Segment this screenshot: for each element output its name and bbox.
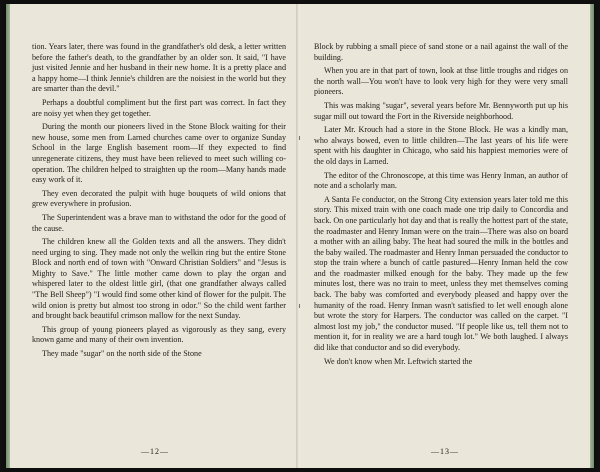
page-number-right: —13—: [431, 447, 459, 456]
paragraph: They even decorated the pulpit with huge bouquets of wild onions that grew everywhere in profusion.: [32, 188, 286, 209]
paragraph: Block by rubbing a small piece of sand stone or a nail against the wall of the building.: [314, 42, 568, 62]
open-booklet: [6, 4, 594, 468]
paragraph: The children knew all the Golden texts and all the answers. They didn't need urging to sing. They made not only the welkin ring but the entire Stone Block and north end of town with "Onward Christian Soldiers" and "Jesus is Mighty to Save." The little mother came down to play the organ and whispered later to the oldest little girl, (that one grandfather always called "The Bell Sheep") "I would find some other kind of flower for the pulpit. The wild onion is pretty but almost too strong in odor." So the child went farther and brought back beautiful crimson mallow for the next Sunday.: [32, 237, 286, 321]
paragraph: tion. Years later, there was found in the grandfather's old desk, a letter written before the father's death, to the grandfather by an older son. It said, "I have just visited Jennie and her husband in their new home. It is a pretty place and a happy home—I think Jennie's children are the noisiest in the world but they are smarter than the devil.": [32, 42, 286, 94]
paragraph: Later Mr. Krouch had a store in the Stone Block. He was a kindly man, who always bowed, even to little children—The last years of his life were spent with his daughter in Chicago, who said his happiest memories were of the old days in Larned.: [314, 125, 568, 166]
paragraph: The Superintendent was a brave man to withstand the odor for the good of the cause.: [32, 212, 286, 233]
paragraph: A Santa Fe conductor, on the Strong City extension years later told me this story. This mixed train with one coach made one trip daily to Concordia and back. On one particularly hot day and that is really the hottest part of the state, the roadmaster and Henry Inman were on the train—There was also on board a mother with an ailing baby. The heat had soured the milk in the bottles and the baby wailed. The roadmaster and Henry Inman persuaded the conductor to stop the train where a bunch of cattle pastured—Henry Inman held the cow and the roadmaster milked enough for the baby. They made up the few minutes lost, there was no train to meet, unless they met themselves coming back. The baby was comforted and everybody pleased and happy over the humanity of the road. Henry Inman wasn't satisfied to let well enough alone but wrote the story for Harpers. The conductor was called on the carpet. "I almost lost my job," the conductor mused. "If people like us, tell them not to mention it, for in reality we are a hard tough lot." We both laughed. I always did like that conductor and so did everybody.: [314, 194, 568, 353]
paragraph: They made "sugar" on the north side of the Stone: [42, 349, 202, 359]
paragraph: The editor of the Chronoscope, at this time was Henry Inman, an author of note and a scholarly man.: [314, 170, 568, 191]
left-page: [10, 4, 300, 468]
right-page: [300, 4, 590, 468]
paragraph: This was making "sugar", several years before Mr. Bennyworth put up his sugar mill out toward the Fort in the Riverside neighborhood.: [314, 100, 568, 121]
right-page-text: [314, 42, 568, 370]
paragraph: We don't know when Mr. Leftwich started the: [324, 356, 473, 366]
left-page-text: [32, 42, 286, 363]
paragraph: This group of young pioneers played as vigorously as they sang, every known game and many of their own invention.: [32, 324, 286, 345]
paragraph: Perhaps a doubtful compliment but the first part was correct. In fact they are noisy yet when they get together.: [32, 97, 286, 118]
paragraph: During the month our pioneers lived in the Stone Block waiting for their new house, some men from Larned churches came over to organize Sunday School in the large English basement room—If they expected to find unregenerate citizens, they must have been relieved to meet such willing co-operation. The children helped to straighten up the room—Many hands made easy work of it.: [32, 122, 286, 185]
paragraph: When you are in that part of town, look at thse little troughs and ridges on the north wall—You won't have to look very high for they were very small pioneers.: [314, 66, 568, 97]
page-number-left: —12—: [141, 447, 169, 456]
cover-edge-right: [590, 4, 594, 468]
